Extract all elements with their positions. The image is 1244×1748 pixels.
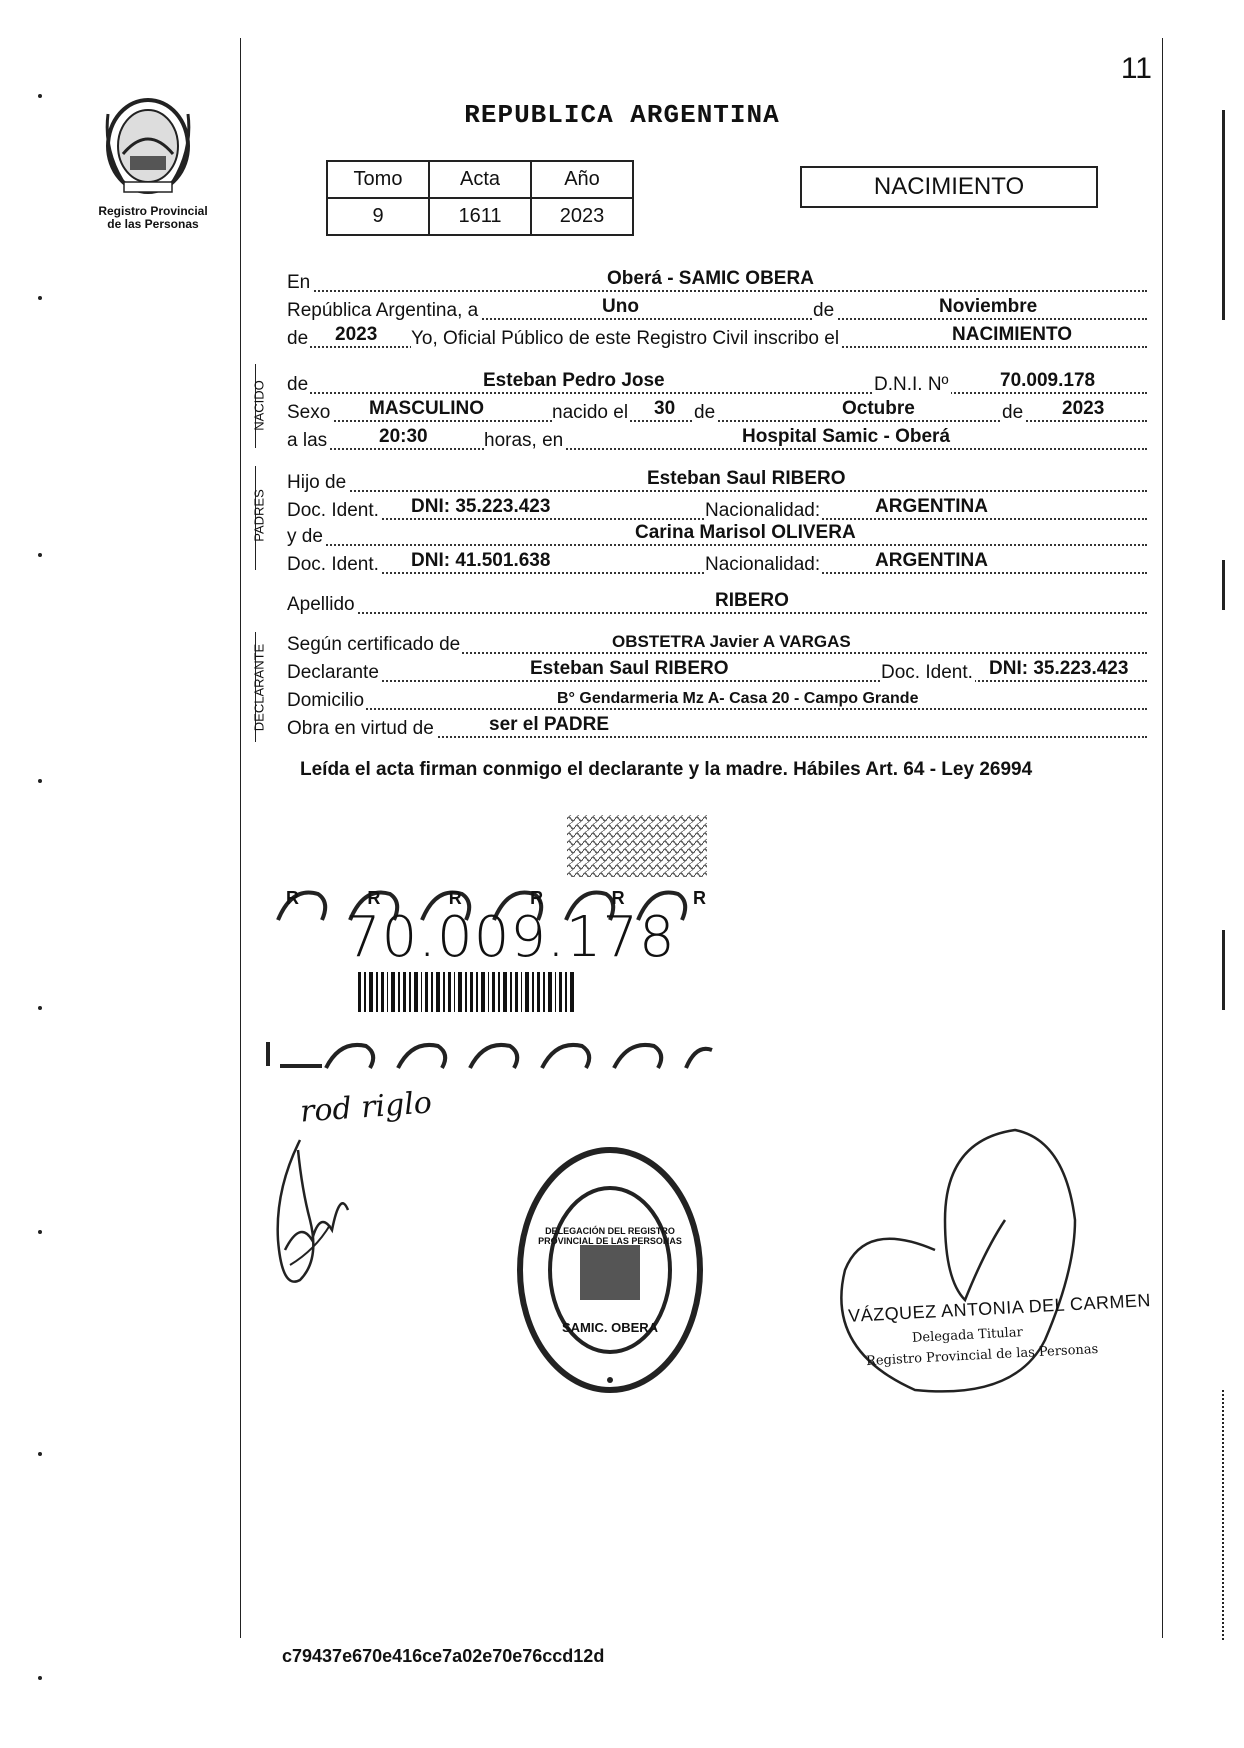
value-mother-nationality: ARGENTINA [875,550,988,571]
right-margin-rule [1162,38,1163,1638]
value-declarante: Esteban Saul RIBERO [530,658,729,679]
row-mother-doc [287,550,1147,578]
stamp-subtext: SAMIC. OBERA [561,1320,659,1335]
row-republica [287,296,1147,324]
section-label-declarante: DECLARANTE [251,643,267,732]
security-hologram [567,815,707,882]
logo-caption [78,205,228,231]
label-de-name: de [287,374,309,395]
row-father-doc [287,496,1147,524]
official-oval-stamp [510,1140,710,1405]
value-father-name: Esteban Saul RIBERO [647,468,846,489]
row-anio-inscribe [287,324,1147,352]
punch-mark [38,553,42,557]
label-horas-en: horas, en [484,430,564,451]
punch-mark [38,296,42,300]
row-certificado [287,630,1147,658]
value-obra: ser el PADRE [489,714,610,735]
value-birth-place: Hospital Samic - Oberá [742,426,951,447]
value-certificante: OBSTETRA Javier A VARGAS [612,632,851,651]
label-republica: República Argentina, a [287,300,479,321]
label-de-year: de [287,328,309,349]
label-en: En [287,272,311,293]
label-yo-oficial: Yo, Oficial Público de este Registro Civil inscribo el [411,328,840,349]
value-child-name: Esteban Pedro Jose [483,370,665,391]
document-hash: c79437e670e416ce7a02e70e76ccd12d [282,1646,605,1666]
label-nacido-el: nacido el [552,402,629,423]
label-dni: D.N.I. Nº [874,374,949,395]
value-anio: 2023 [531,198,633,235]
punch-mark [38,1452,42,1456]
closing-note: Leída el acta firman conmigo el declarante y la madre. Hábiles Art. 64 - Ley 26994 [300,759,1033,780]
label-segun-certificado: Según certificado de [287,634,461,655]
row-en [287,268,1147,296]
punch-mark [38,1006,42,1010]
value-sexo: MASCULINO [369,398,485,419]
value-tomo: 9 [327,198,429,235]
signer-office: Registro Provincial de las Personas [865,1341,1099,1370]
header-tomo: Tomo [327,161,429,198]
value-father-doc: DNI: 35.223.423 [411,496,551,517]
value-child-dni: 70.009.178 [1000,370,1096,391]
value-mother-doc: DNI: 41.501.638 [411,550,551,571]
page-number: 11 [1120,52,1152,85]
label-obra-en-virtud: Obra en virtud de [287,718,434,739]
scan-edge-mark [1222,930,1225,1010]
value-mother-name: Carina Marisol OLIVERA [635,522,856,543]
value-birth-month: Octubre [842,398,915,419]
label-declarante: Declarante [287,662,379,683]
stamp-text: DELEGACIÓN DEL REGISTRO PROVINCIAL DE LAS PERSONAS [538,1226,682,1246]
value-month: Noviembre [939,296,1038,317]
row-domicilio [287,686,1147,714]
section-label-nacido: NACIDO [251,380,267,431]
page-title: REPUBLICA ARGENTINA [464,100,780,130]
row-apellido [287,590,1147,618]
value-place-registry: Oberá - SAMIC OBERA [607,268,814,289]
value-birth-year: 2023 [1062,398,1105,419]
section-label-padres: PADRES [251,489,267,542]
label-doc-ident-decl: Doc. Ident. [881,662,973,683]
value-acta: 1611 [429,198,531,235]
row-nacido-name [287,370,1147,398]
header-acta: Acta [429,161,531,198]
value-act-type: NACIMIENTO [952,324,1072,345]
signer-name: VÁZQUEZ ANTONIA DEL CARMEN [847,1290,1152,1326]
label-de: de [813,300,835,321]
value-domicilio: B° Gendarmeria Mz A- Casa 20 - Campo Grande [557,690,919,707]
header-anio: Año [531,161,633,198]
punch-mark [38,1230,42,1234]
sticker-r-mark: R [530,888,544,908]
scan-edge-mark [1222,110,1225,320]
label-doc-ident-2: Doc. Ident. [287,554,379,575]
logo-caption-line1: Registro Provincial [98,204,208,218]
sticker-r-mark: R [286,888,299,908]
label-hijo-de: Hijo de [287,472,347,493]
label-de-year2: de [1002,402,1024,423]
value-father-nationality: ARGENTINA [875,496,988,517]
logo-caption-line2: de las Personas [107,217,199,231]
label-de-month: de [694,402,716,423]
value-birth-time: 20:30 [379,426,428,447]
row-hijo-de [287,468,1147,496]
scan-edge-mark [1222,560,1225,610]
label-nacionalidad-2: Nacionalidad: [705,554,821,575]
scan-edge-mark [1222,1390,1226,1640]
record-type-box: NACIMIENTO [800,166,1098,208]
handwritten-annotation: rod riglo [298,1085,434,1130]
punch-mark [38,94,42,98]
label-y-de: y de [287,526,323,547]
row-hora [287,426,1147,454]
record-table-value-row [327,198,633,235]
value-declarante-doc: DNI: 35.223.423 [989,658,1129,679]
row-declarante [287,658,1147,686]
value-day: Uno [602,296,639,317]
label-domicilio: Domicilio [287,690,365,711]
label-nacionalidad: Nacionalidad: [705,500,821,521]
label-sexo: Sexo [287,402,331,423]
row-obra [287,714,1147,742]
sticker-mark-row-bottom [266,1036,716,1077]
label-apellido: Apellido [287,594,355,615]
record-table [326,160,634,236]
signer-role: Delegada Titular [911,1325,1024,1346]
sticker-number: 70.009.178 [345,905,676,970]
left-margin-rule [240,38,241,1638]
value-apellido: RIBERO [715,590,789,611]
label-doc-ident: Doc. Ident. [287,500,379,521]
label-a-las: a las [287,430,328,451]
record-table-header-row [327,161,633,198]
sticker-barcode [358,972,588,1017]
sticker-r-mark: R [692,888,706,908]
punch-mark [38,1676,42,1680]
sticker-r-mark: R [448,888,462,908]
row-y-de [287,522,1147,550]
declarant-signature [270,1130,360,1305]
value-birth-day: 30 [654,398,676,419]
sticker-r-mark: R [367,888,381,908]
punch-mark [38,779,42,783]
row-sexo [287,398,1147,426]
value-year: 2023 [335,324,378,345]
sticker-r-mark: R [611,888,625,908]
